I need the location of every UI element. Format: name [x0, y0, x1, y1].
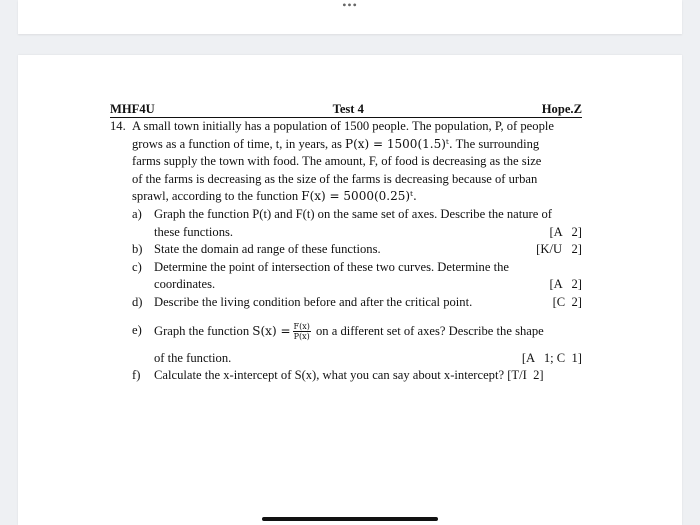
question-14: [110, 118, 582, 385]
course-code: MHF4U: [110, 102, 155, 116]
document-content: [110, 102, 582, 385]
question-number: 14.: [110, 119, 126, 133]
s-fraction: $\frac{F(x)}{P(x)}$: [293, 322, 310, 342]
population-formula: P(x) = 1500(1.5)ᵗ.: [345, 136, 453, 151]
mark-a: [A 2]: [549, 224, 582, 239]
s-formula: S(x) =: [252, 323, 291, 338]
home-indicator[interactable]: [262, 517, 438, 521]
question-line-5: sprawl, according to the function F(x) = 5000(0.25)ᵗ.: [132, 189, 417, 204]
mark-b: [K/U 2]: [536, 242, 582, 257]
part-d: d) Describe the living condition before and after the critical point. [C 2]: [132, 294, 582, 312]
food-formula: F(x) = 5000(0.25)ᵗ.: [301, 189, 417, 204]
question-line-4: of the farms is decreasing as the size of the farms is decreasing because of urban: [132, 171, 538, 186]
more-options-icon[interactable]: •••: [342, 0, 358, 12]
page-header: [110, 102, 582, 118]
part-a: a) Graph the function P(t) and F(t) on the same set of axes. Describe the nature of these functions. [A 2]: [132, 206, 582, 241]
mark-f: [T/I 2]: [507, 368, 544, 383]
question-line-1: A small town initially has a population of 1500 people. The population, P, of people: [132, 119, 554, 133]
part-c: c) Determine the point of intersection of these two curves. Determine the coordinates. [A 2]: [132, 259, 582, 294]
part-b: b) State the domain ad range of these functions. [K/U 2]: [132, 241, 582, 259]
author-name: Hope.Z: [541, 102, 582, 116]
question-line-2: grows as a function of time, t, in years, as P(x) = 1500(1.5)ᵗ. The surrounding: [132, 136, 540, 151]
part-f: f) Calculate the x-intercept of S(x), what you can say about x-intercept? [T/I 2]: [132, 368, 544, 383]
mark-e: [A 1; C 1]: [521, 350, 582, 365]
mark-c: [A 2]: [549, 277, 582, 292]
test-title: Test 4: [332, 102, 364, 116]
part-e: e) Graph the function S(x) = $\frac{F(x)}{P(x)}$ on a different set of axes? Describe the shape of the function. [A 1; C 1]: [132, 318, 582, 368]
mark-d: [C 2]: [552, 294, 582, 309]
question-line-3: farms supply the town with food. The amount, F, of food is decreasing as the size: [132, 154, 542, 169]
